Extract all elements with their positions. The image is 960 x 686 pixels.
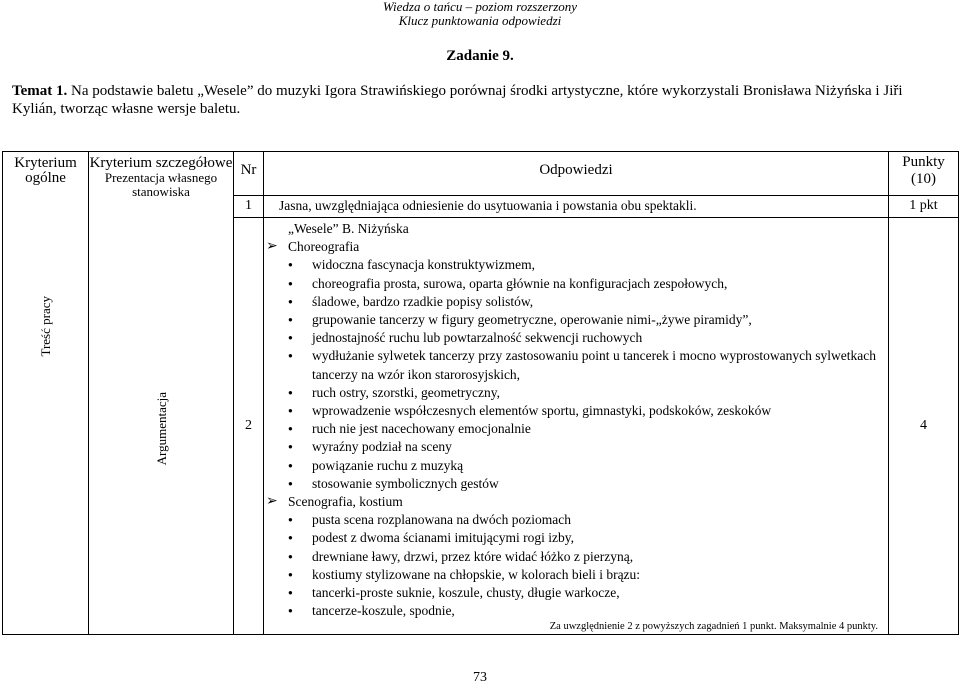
section-choreography-title: Choreografia bbox=[288, 239, 360, 255]
content-vertical-label: Treść pracy bbox=[38, 295, 53, 357]
answers-header: Odpowiedzi bbox=[264, 152, 889, 196]
topic-text: Na podstawie baletu „Wesele” do muzyki Igora Strawińskiego porównaj środki artystyczne, które wykorzystali Bronisława Niżyńska i Jiři Kylián, tworząc własne wersje baletu. bbox=[12, 83, 903, 117]
grading-table bbox=[2, 151, 959, 635]
topic-label: Temat 1. bbox=[12, 83, 68, 99]
row2-answers bbox=[264, 218, 889, 635]
row2-points: 4 bbox=[889, 218, 959, 635]
argument-vertical-label: Argumentacja bbox=[153, 392, 169, 466]
list-item: ● wydłużanie sylwetek tancerzy przy zastosowaniu point u tancerek i mocno wyprostowanych sylwetkach tancerzy na wzór ikon starorosyjskich, bbox=[264, 347, 888, 383]
row2-subtitle: „Wesele” B. Niżyńska bbox=[288, 221, 409, 236]
list-item: ● śladowe, bardzo rzadkie popisy solistów, bbox=[264, 293, 888, 311]
section-choreography bbox=[264, 238, 888, 256]
list-item: ● jednostajność ruchu lub powtarzalność sekwencji ruchowych bbox=[264, 329, 888, 347]
page-header bbox=[0, 0, 960, 28]
nr-header: Nr bbox=[234, 152, 264, 196]
row1-text: Jasna, uwzględniająca odniesienie do usytuowania i powstania obu spektakli. bbox=[264, 196, 889, 218]
section-scenography-title: Scenografia, kostium bbox=[288, 494, 403, 510]
list-item: ● powiązanie ruchu z muzyką bbox=[264, 457, 888, 475]
task-title: Zadanie 9. bbox=[446, 48, 514, 64]
crit-detail-header: Kryterium szczegółowe bbox=[89, 155, 233, 171]
list-item: ● pusta scena rozplanowana na dwóch poziomach bbox=[264, 511, 888, 529]
scoring-footnote: Za uwzględnienie 2 z powyższych zagadnień 1 punkt. Maksymalnie 4 punkty. bbox=[549, 621, 878, 633]
row2-nr: 2 bbox=[234, 218, 264, 635]
list-item: ● wyraźny podział na sceny bbox=[264, 438, 888, 456]
points-header: Punkty (10) bbox=[889, 152, 959, 196]
section-scenography bbox=[264, 493, 888, 511]
list-item: ● stosowanie symbolicznych gestów bbox=[264, 475, 888, 493]
arrow-bullet-icon: ➢ bbox=[266, 239, 278, 255]
crit-general-header: Kryterium ogólne bbox=[14, 155, 77, 186]
crit-detail-cell bbox=[89, 152, 234, 635]
list-item: ● ruch ostry, szorstki, geometryczny, bbox=[264, 384, 888, 402]
list-item: ● grupowanie tancerzy w figury geometryczne, operowanie nimi-„żywe piramidy”, bbox=[264, 311, 888, 329]
list-item: ● drewniane ławy, drzwi, przez które widać łóżko z pierzyną, bbox=[264, 548, 888, 566]
arrow-bullet-icon: ➢ bbox=[266, 494, 278, 510]
list-item: ● choreografia prosta, surowa, oparta głównie na konfiguracjach zespołowych, bbox=[264, 275, 888, 293]
list-item: ● ruch nie jest nacechowany emocjonalnie bbox=[264, 420, 888, 438]
list-item: ● tancerze-koszule, spodnie, bbox=[264, 602, 888, 620]
list-item: ● widoczna fascynacja konstruktywizmem, bbox=[264, 256, 888, 274]
choreography-list bbox=[264, 256, 888, 493]
row1-nr: 1 bbox=[234, 196, 264, 218]
list-item: ● kostiumy stylizowane na chłopskie, w kolorach bieli i brązu: bbox=[264, 566, 888, 584]
scenography-list bbox=[264, 511, 888, 620]
list-item: ● wprowadzenie współczesnych elementów sportu, gimnastyki, podskoków, zeskoków bbox=[264, 402, 888, 420]
topic-paragraph bbox=[12, 82, 942, 118]
page-number: 73 bbox=[473, 670, 487, 685]
crit-general-cell bbox=[3, 152, 89, 635]
crit-detail-sub: Prezentacja własnego stanowiska bbox=[104, 170, 218, 199]
header-line-2: Klucz punktowania odpowiedzi bbox=[398, 13, 562, 28]
row1-points: 1 pkt bbox=[889, 196, 959, 218]
list-item: ● podest z dwoma ścianami imitującymi rogi izby, bbox=[264, 529, 888, 547]
header-line-1: Wiedza o tańcu – poziom rozszerzony bbox=[382, 0, 578, 14]
list-item: ● tancerki-proste suknie, koszule, chusty, długie warkocze, bbox=[264, 584, 888, 602]
